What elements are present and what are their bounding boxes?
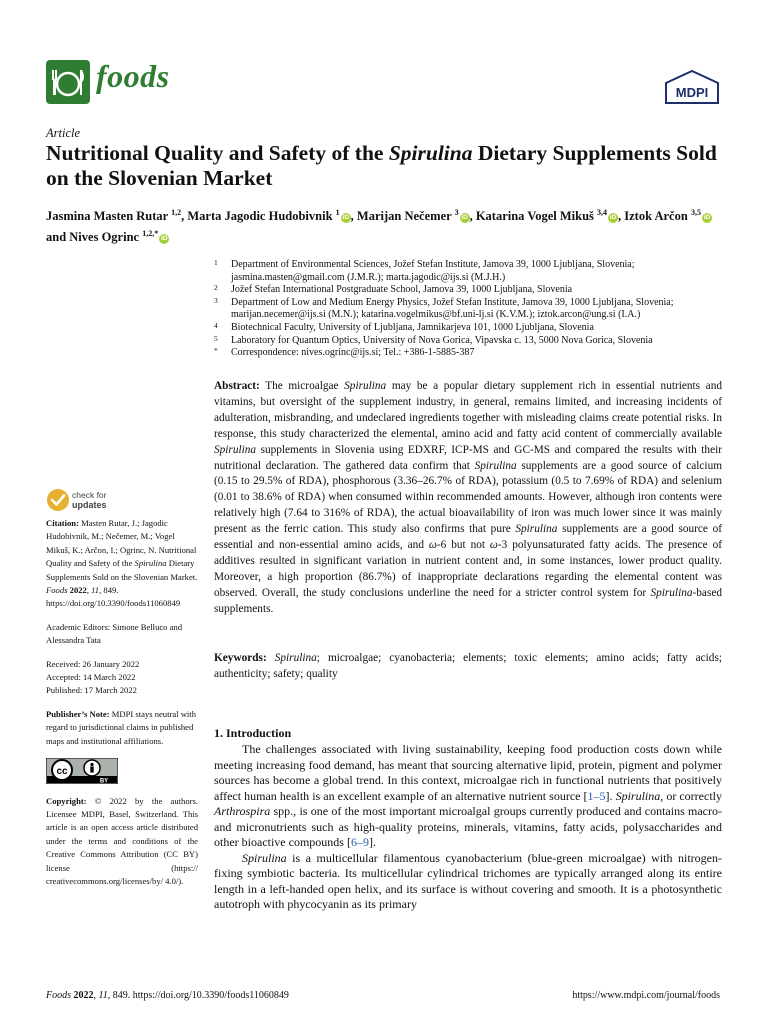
section-heading: 1. Introduction xyxy=(214,726,292,740)
author-list: Jasmina Masten Rutar $^{1,2}$, Marta Jagodic Hudobivnik $^1$iD , Marijan Nečemer $^3$iD , Katarina Vogel Mikuš $^{3,4}$iD , Iztok Arčon $^{3,5}$iD and Nives Ogrinc $^{1,2,*}$iD xyxy=(46,208,711,245)
text-segment: Copyright: xyxy=(46,795,87,806)
affiliation-item xyxy=(214,259,726,284)
author-name[interactable]: Jasmina Masten Rutar xyxy=(46,209,168,224)
text-segment: ω xyxy=(428,539,437,552)
text-segment: or correctly xyxy=(663,788,722,803)
article-type: Article xyxy=(46,126,81,140)
accepted-date: Accepted: 14 March 2022 xyxy=(46,672,136,683)
sidebar xyxy=(46,517,198,888)
citation-ref-link[interactable]: 6–9 xyxy=(350,835,369,849)
affiliation-text: Biotechnical Faculty, University of Ljubljana, Jamnikarjeva 101, 1000 Ljubljana, Slovenia xyxy=(231,321,594,333)
author-name[interactable]: Marta Jagodic Hudobivnik xyxy=(187,209,333,224)
publisher-note xyxy=(46,708,198,748)
affiliation-item xyxy=(214,347,726,360)
text-segment: -3 polyunsaturated fatty acids. The presence of additives resulted in significant variation in nutrient content and, in some instances, lower product quality. Moreover, a high proportion (86.7%) of inappropriate declarations regarding the elemental content was observed. Overall, the study conclusions underline the need for a stricter control system for xyxy=(214,539,722,599)
affiliation-number: 5 xyxy=(214,333,218,343)
foods-logo-icon xyxy=(46,60,90,104)
text-segment: Spirulina xyxy=(242,850,287,865)
abstract-label: Abstract: xyxy=(214,380,260,392)
text-segment: supplements are a good source of essential and non-essential amino acids, and xyxy=(214,523,722,552)
cc-by-license-icon[interactable] xyxy=(46,758,118,784)
text-segment: ω xyxy=(489,539,498,552)
keywords xyxy=(214,651,722,683)
author-name[interactable]: Katarina Vogel Mikuš xyxy=(475,209,594,224)
author-affiliation-sup: 3 xyxy=(454,208,459,217)
author-affiliation-sup: 1 xyxy=(335,208,340,217)
text-segment xyxy=(267,652,275,664)
text-segment: Spirulina, xyxy=(615,788,664,803)
introduction-body xyxy=(214,742,722,913)
text-segment: MDPI stays neutral with regard to jurisdictional claims in published maps and institutional affiliations. xyxy=(46,708,196,746)
article-title xyxy=(46,141,726,191)
journal-name: foods xyxy=(96,58,170,94)
affiliation-item xyxy=(214,284,726,297)
check-for-updates-button[interactable] xyxy=(46,488,166,514)
received-date: Received: 26 January 2022 xyxy=(46,658,140,669)
affiliation-number: 4 xyxy=(214,320,218,330)
keywords-text xyxy=(214,652,722,680)
text-segment: Spirulina xyxy=(134,558,167,569)
text-segment: , xyxy=(86,585,92,596)
orcid-icon[interactable]: iD xyxy=(160,235,168,243)
text-segment: may be a popular dietary supplement rich in essential nutrients and vitamins, but oversight of the supplement industry, in general, remains limited, and increasing incidents of adulteration, misbranding, and undeclared ingredients together with misleading claims create potential risks. In response, this study characterized the elemental, amino acid and fatty acid content of commercially available xyxy=(214,380,722,440)
affiliations xyxy=(214,259,726,360)
abstract-text xyxy=(214,380,722,615)
text-segment: Foods xyxy=(46,990,71,1001)
text-segment: ]. xyxy=(368,835,376,849)
text-segment: ]. xyxy=(605,788,616,803)
affiliation-text: Laboratory for Quantum Optics, University of Nova Gorica, Vipavska c. 13, 5000 Nova Gorica, Slovenia xyxy=(231,334,653,346)
text-segment: Spirulina xyxy=(515,523,558,536)
title-part3: Dietary Supplements Sold on the Slovenian Market xyxy=(46,141,717,190)
text-segment: Spirulina xyxy=(344,380,387,392)
affiliation-number: 1 xyxy=(214,258,218,267)
text-segment: supplements in Slovenia using EDXRF, ICP-MS and GC-MS and compared the results with their nutritional declaration. The gathered data confirm that xyxy=(214,443,722,472)
text-segment: -6 but not xyxy=(436,539,490,552)
text-segment: 11 xyxy=(98,990,108,1001)
by-label: BY xyxy=(99,778,109,785)
keywords-label: Keywords: xyxy=(214,652,267,664)
text-segment: Foods xyxy=(46,585,68,596)
orcid-icon[interactable]: iD xyxy=(461,214,468,222)
paragraph xyxy=(214,742,722,851)
text-segment: Citation: xyxy=(46,518,79,528)
text-segment: Spirulina xyxy=(650,586,693,599)
author-name[interactable]: Nives Ogrinc xyxy=(69,230,140,245)
text-segment: 11 xyxy=(91,585,100,596)
author-affiliation-sup: 1,2,* xyxy=(142,229,159,239)
citation-ref-link[interactable]: 1–5 xyxy=(587,788,606,803)
text-segment: The challenges associated with living sustainability, keeping food production costs down while meeting increasing food demand, has meant that sourcing alternative lipid, protein, pigment and polymer sources has become a global trend. In this context, microalgae rich in functional nutrients that positively affect human health is an excellent example of an alternative nutrient source [ xyxy=(214,742,722,803)
text-segment: The microalgae xyxy=(259,380,345,392)
citation xyxy=(46,517,198,611)
cc-label: cc xyxy=(56,766,68,778)
author-name[interactable]: Marijan Nečemer xyxy=(356,209,452,224)
academic-editors: Academic Editors: Simone Belluco and Alessandra Tata xyxy=(46,621,183,646)
check-line1: check for xyxy=(72,490,107,500)
text-segment: supplements are a good source of calcium (0.15 to 29.5% of RDA), phosphorous (3.36–26.7% of RDA), potassium (0.5 to 7.69% of RDA) and selenium (0.01 to 38.6% of RDA) when consumed within recommended amounts. However, although iron contents were relatively high (7.64 to 316% of RDA), the actual bioavailability of iron was much lower since it was mainly present as the ferric cation. This study also confirms that pure xyxy=(214,459,722,536)
paragraph xyxy=(214,851,722,913)
affiliation-text: Correspondence: nives.ogrinc@ijs.si; Tel.: +386-1-5885-387 xyxy=(231,347,475,359)
text-segment: 2022 xyxy=(69,585,87,596)
mdpi-logo-icon xyxy=(664,70,720,104)
dates xyxy=(46,658,198,698)
text-segment: Spirulina xyxy=(214,443,257,456)
text-segment: -based supplements. xyxy=(214,586,722,615)
check-line2: updates xyxy=(72,500,107,510)
copyright-notice xyxy=(46,795,198,889)
author-name[interactable]: Iztok Arčon xyxy=(624,209,688,224)
text-segment: is a multicellular filamentous cyanobacterium (blue-green microalgae) with nitrogen-fixing symbiotic bacteria. Its multicellular cylindrical trichomes are typically arranged along its entire length in a left-handed open helix, and its surface is without covering and smooth. It is a photosynthetic autotroph with phycocyanin as its primary xyxy=(214,850,722,911)
affiliation-item xyxy=(214,297,726,322)
affiliation-number: * xyxy=(214,346,218,356)
mdpi-label: MDPI xyxy=(675,85,709,100)
text-segment: spp., is one of the most important microalgal groups currently produced and contains macro- and micronutrients such as high-quality proteins, minerals, vitamins, fatty acids, polysaccharides and other bioactive compounds [ xyxy=(214,804,722,849)
footer-journal-url[interactable]: https://www.mdpi.com/journal/foods xyxy=(572,990,720,1001)
title-italic: Spirulina xyxy=(388,141,473,165)
title-part1: Nutritional Quality and Safety of the xyxy=(46,141,389,165)
text-segment: ; microalgae; cyanobacteria; elements; toxic elements; amino acids; fatty acids; authenticity; safety; quality xyxy=(214,652,722,680)
affiliation-item xyxy=(214,335,726,348)
published-date: Published: 17 March 2022 xyxy=(46,685,137,696)
text-segment: Arthrospira xyxy=(214,804,271,818)
author-affiliation-sup: 3,5 xyxy=(690,208,701,217)
orcid-icon[interactable]: iD xyxy=(609,214,617,222)
abstract xyxy=(214,379,722,618)
affiliation-number: 3 xyxy=(214,295,218,305)
affiliation-number: 2 xyxy=(214,283,218,293)
affiliation-item xyxy=(214,322,726,335)
text-segment: , 849. https://doi.org/10.3390/foods11060849 xyxy=(46,585,181,609)
orcid-icon[interactable]: iD xyxy=(703,214,711,222)
text-segment: Publisher’s Note: xyxy=(46,708,110,719)
footer-citation xyxy=(46,990,289,1001)
text-segment: , xyxy=(93,990,99,1001)
text-segment: Spirulina xyxy=(274,652,317,664)
check-for-updates-icon xyxy=(46,488,70,512)
text-segment: 2022 xyxy=(73,990,94,1001)
text-segment: , 849. https://doi.org/10.3390/foods11060849 xyxy=(107,990,289,1001)
text-segment: Dietary Supplements Sold on the Slovenian Market. xyxy=(46,558,198,582)
affiliation-text: Department of Environmental Sciences, Jožef Stefan Institute, Jamova 39, 1000 Ljubljana, Slovenia; jasmina.masten@gmail.com (J.M.R.); marta.jagodic@ijs.si (M.J.H.) xyxy=(231,259,635,283)
text-segment: Masten Rutar, J.; Jagodic Hudobivnik, M.; Nečemer, M.; Vogel Mikuš, K.; Arčon, I.; Ogrinc, N. Nutritional Quality and Safety of the xyxy=(46,518,197,569)
affiliation-text: Jožef Stefan International Postgraduate School, Jamova 39, 1000 Ljubljana, Slovenia xyxy=(231,284,573,296)
author-affiliation-sup: 1,2 xyxy=(171,208,182,217)
affiliation-text: Department of Low and Medium Energy Physics, Jožef Stefan Institute, Jamova 39, 1000 Ljubljana, Slovenia; marijan.necemer@ijs.si (M.N.); katarina.vogelmikus@bf.uni-lj.si (K.V.M.); iztok.arcon@ung.si (I.A.) xyxy=(231,296,674,321)
text-segment: Spirulina xyxy=(474,459,517,472)
text-segment: © 2022 by the authors. Licensee MDPI, Basel, Switzerland. This article is an open access article distributed under the terms and conditions of the Creative Commons Attribution (CC BY) license (https:// creativecommons.org/licenses/by/ 4.0/). xyxy=(46,795,198,886)
orcid-icon[interactable]: iD xyxy=(342,214,349,222)
author-affiliation-sup: 3,4 xyxy=(597,208,608,217)
